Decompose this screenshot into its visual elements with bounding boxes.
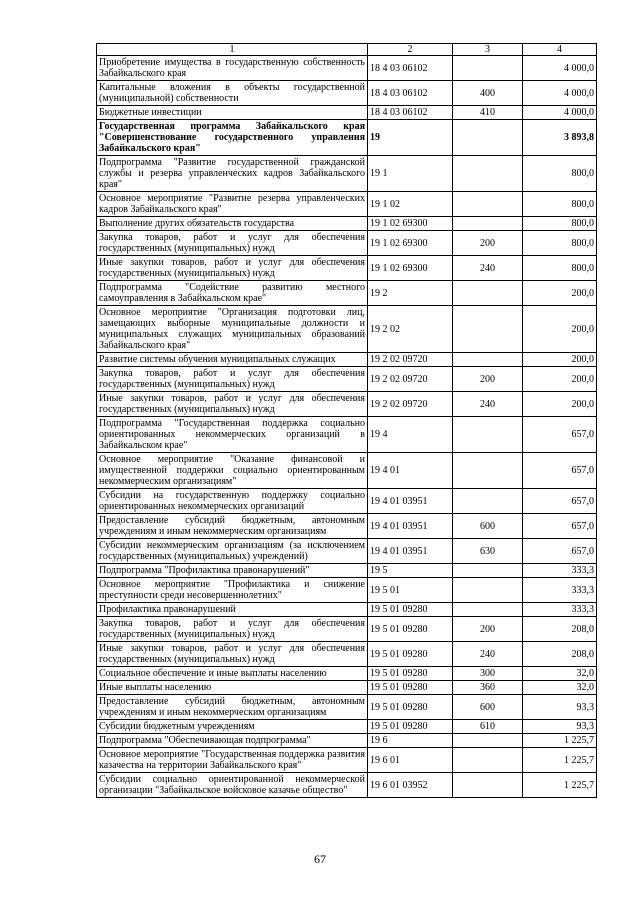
page-number: 67 [314,852,326,866]
row-name: Подпрограмма "Обеспечивающая подпрограмма" [97,734,368,748]
row-name: Приобретение имущества в государственную собственность Забайкальского края [97,56,368,81]
row-name: Основное мероприятие "Развитие резерва управленческих кадров Забайкальского края" [97,192,368,217]
row-code: 19 5 01 09280 [368,603,453,617]
row-amount: 200,0 [523,353,597,367]
row-vr [453,217,523,231]
row-name: Предоставление субсидий бюджетным, автономным учреждениям и иным некоммерческим организациям [97,514,368,539]
table-row [97,353,597,367]
row-amount: 200,0 [523,306,597,353]
row-vr: 240 [453,642,523,667]
row-name: Иные закупки товаров, работ и услуг для обеспечения государственных (муниципальных) нужд [97,642,368,667]
row-amount: 200,0 [523,281,597,306]
row-code: 19 6 [368,734,453,748]
table-row [97,120,597,156]
row-name: Профилактика правонарушений [97,603,368,617]
row-name: Основное мероприятие "Профилактика и снижение преступности среди несовершеннолетних" [97,578,368,603]
table-row [97,489,597,514]
table-row [97,695,597,720]
table-row [97,734,597,748]
row-amount: 32,0 [523,681,597,695]
row-name: Капитальные вложения в объекты государственной (муниципальной) собственности [97,81,368,106]
row-amount: 1 225,7 [523,734,597,748]
row-code: 19 1 02 69300 [368,217,453,231]
row-vr: 360 [453,681,523,695]
table-row [97,617,597,642]
header-code-col: 2 [368,44,453,56]
row-amount: 800,0 [523,256,597,281]
row-amount: 93,3 [523,695,597,720]
row-name: Субсидии на государственную поддержку социально ориентированных некоммерческих организаций [97,489,368,514]
row-vr [453,120,523,156]
row-name: Основное мероприятие "Государственная поддержка развития казачества на территории Забайкальского края" [97,748,368,773]
table-row [97,667,597,681]
row-name: Выполнение других обязательств государства [97,217,368,231]
row-name: Подпрограмма "Содействие развитию местного самоуправления в Забайкальском крае" [97,281,368,306]
row-name: Закупка товаров, работ и услуг для обеспечения государственных (муниципальных) нужд [97,367,368,392]
row-amount: 4 000,0 [523,106,597,120]
row-amount: 333,3 [523,603,597,617]
row-code: 19 5 01 09280 [368,667,453,681]
table-row [97,281,597,306]
table-row [97,192,597,217]
row-vr [453,489,523,514]
row-amount: 4 000,0 [523,81,597,106]
row-code: 19 5 01 09280 [368,720,453,734]
row-vr: 200 [453,617,523,642]
header-amount-col: 4 [523,44,597,56]
row-code: 19 4 [368,417,453,453]
row-code: 19 1 02 [368,192,453,217]
table-row [97,748,597,773]
table-row [97,578,597,603]
row-name: Иные выплаты населению [97,681,368,695]
row-code: 18 4 03 06102 [368,56,453,81]
row-code: 19 5 [368,564,453,578]
table-row [97,417,597,453]
row-vr [453,734,523,748]
row-name: Подпрограмма "Профилактика правонарушений" [97,564,368,578]
row-code: 19 5 01 09280 [368,617,453,642]
row-vr [453,453,523,489]
row-vr: 240 [453,256,523,281]
row-amount: 32,0 [523,667,597,681]
header-name-col: 1 [97,44,368,56]
row-vr [453,306,523,353]
row-name: Основное мероприятие "Организация подготовки лиц, замещающих выборные муниципальные должности и муниципальных служащих муниципальных образований Забайкальского края" [97,306,368,353]
table-row [97,217,597,231]
table-row [97,681,597,695]
row-code: 19 1 [368,156,453,192]
row-vr: 600 [453,514,523,539]
row-name: Закупка товаров, работ и услуг для обеспечения государственных (муниципальных) нужд [97,617,368,642]
row-amount: 657,0 [523,539,597,564]
table-row [97,564,597,578]
table-row [97,392,597,417]
row-amount: 208,0 [523,617,597,642]
row-vr: 240 [453,392,523,417]
row-amount: 4 000,0 [523,56,597,81]
row-vr: 630 [453,539,523,564]
row-vr [453,564,523,578]
row-code: 19 2 02 09720 [368,392,453,417]
row-amount: 657,0 [523,417,597,453]
row-amount: 93,3 [523,720,597,734]
row-name: Иные закупки товаров, работ и услуг для обеспечения государственных (муниципальных) нужд [97,392,368,417]
table-body [97,56,597,798]
row-vr: 410 [453,106,523,120]
table-row [97,539,597,564]
row-code: 19 2 02 09720 [368,367,453,392]
row-name: Субсидии бюджетным учреждениям [97,720,368,734]
row-name: Подпрограмма "Развитие государственной гражданской службы и резерва управленческих кадров Забайкальского края" [97,156,368,192]
row-code: 18 4 03 06102 [368,106,453,120]
row-name: Развитие системы обучения муниципальных служащих [97,353,368,367]
table-row [97,256,597,281]
row-name: Бюджетные инвестиции [97,106,368,120]
row-code: 19 6 01 03952 [368,773,453,798]
row-name: Государственная программа Забайкальского края "Совершенствование государственного управления Забайкальского края" [97,120,368,156]
row-amount: 1 225,7 [523,748,597,773]
row-vr [453,773,523,798]
row-amount: 800,0 [523,231,597,256]
row-code: 19 2 02 09720 [368,353,453,367]
table-row [97,642,597,667]
row-vr [453,748,523,773]
row-amount: 657,0 [523,453,597,489]
table-row [97,514,597,539]
table-row [97,56,597,81]
table-row [97,720,597,734]
row-name: Субсидии социально ориентированной некоммерческой организации "Забайкальское войсковое казачье общество" [97,773,368,798]
table-row [97,603,597,617]
row-code: 19 1 02 69300 [368,256,453,281]
row-vr [453,603,523,617]
row-vr [453,578,523,603]
row-code: 18 4 03 06102 [368,81,453,106]
row-vr: 400 [453,81,523,106]
row-amount: 657,0 [523,514,597,539]
row-name: Субсидии некоммерческим организациям (за исключением государственных (муниципальных) учреждений) [97,539,368,564]
row-code: 19 1 02 69300 [368,231,453,256]
table-row [97,106,597,120]
table-row [97,81,597,106]
row-code: 19 6 01 [368,748,453,773]
row-code: 19 [368,120,453,156]
row-vr [453,156,523,192]
row-amount: 333,3 [523,564,597,578]
table-row [97,453,597,489]
row-vr [453,417,523,453]
row-vr [453,353,523,367]
row-amount: 3 893,8 [523,120,597,156]
row-name: Иные закупки товаров, работ и услуг для обеспечения государственных (муниципальных) нужд [97,256,368,281]
row-code: 19 4 01 [368,453,453,489]
table-row [97,231,597,256]
row-vr: 200 [453,231,523,256]
row-amount: 657,0 [523,489,597,514]
row-amount: 208,0 [523,642,597,667]
row-vr: 200 [453,367,523,392]
row-code: 19 2 02 [368,306,453,353]
row-code: 19 5 01 09280 [368,642,453,667]
row-amount: 200,0 [523,392,597,417]
budget-table [96,43,597,798]
row-code: 19 5 01 09280 [368,695,453,720]
table-header [97,44,597,56]
row-amount: 800,0 [523,156,597,192]
row-code: 19 4 01 03951 [368,514,453,539]
row-name: Закупка товаров, работ и услуг для обеспечения государственных (муниципальных) нужд [97,231,368,256]
header-vr-col: 3 [453,44,523,56]
row-name: Основное мероприятие "Оказание финансовой и имущественной поддержки социально ориентированным некоммерческим организациям" [97,453,368,489]
row-code: 19 5 01 09280 [368,681,453,695]
row-vr: 300 [453,667,523,681]
row-vr: 610 [453,720,523,734]
row-vr [453,192,523,217]
row-name: Предоставление субсидий бюджетным, автономным учреждениям и иным некоммерческим организациям [97,695,368,720]
row-code: 19 5 01 [368,578,453,603]
table-row [97,773,597,798]
row-amount: 800,0 [523,217,597,231]
row-code: 19 4 01 03951 [368,489,453,514]
row-code: 19 4 01 03951 [368,539,453,564]
header-row [97,44,597,56]
row-amount: 1 225,7 [523,773,597,798]
row-vr: 600 [453,695,523,720]
table-row [97,367,597,392]
row-code: 19 2 [368,281,453,306]
row-amount: 200,0 [523,367,597,392]
row-vr [453,281,523,306]
table-row [97,156,597,192]
row-amount: 800,0 [523,192,597,217]
row-name: Подпрограмма "Государственная поддержка социально ориентированных некоммерческих организаций в Забайкальском крае" [97,417,368,453]
table-row [97,306,597,353]
row-vr [453,56,523,81]
row-amount: 333,3 [523,578,597,603]
row-name: Социальное обеспечение и иные выплаты населению [97,667,368,681]
